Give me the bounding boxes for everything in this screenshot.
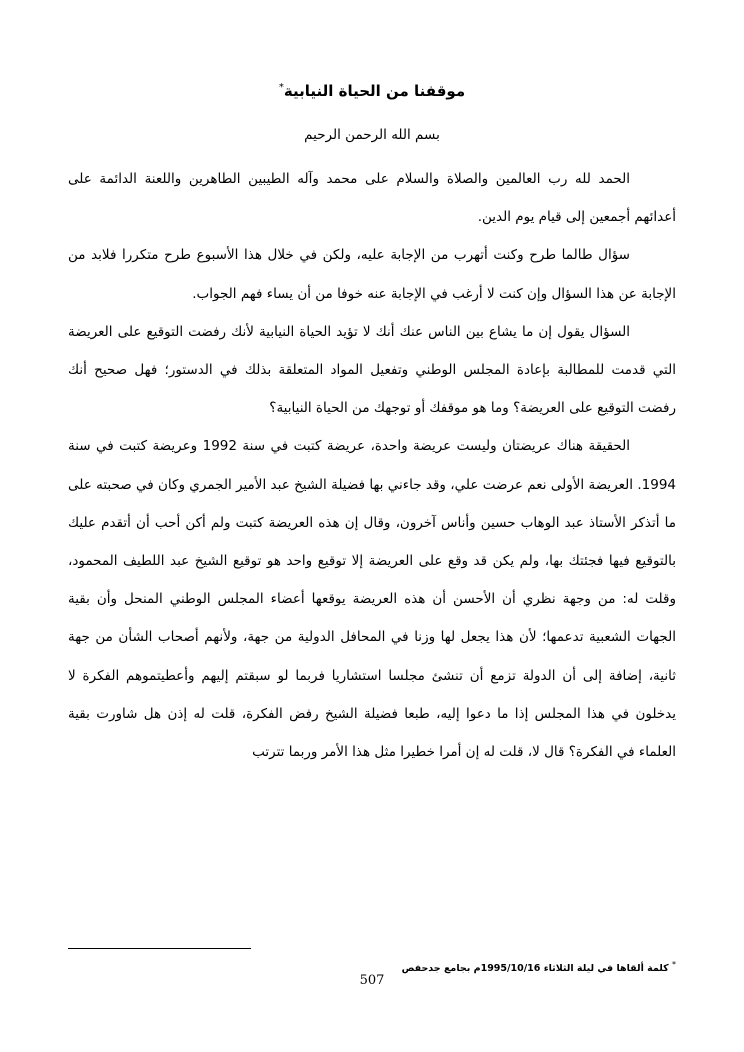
footnote-marker: * (672, 960, 676, 969)
paragraph: سؤال طالما طرح وكنت أتهرب من الإجابة عليه، ولكن في خلال هذا الأسبوع طرح متكررا فلابد من الإجابة عن هذا السؤال وإن كنت لا أرغب في الإجابة عنه خوفا من أن يساء فهم الجواب. (68, 247, 676, 302)
paragraph: الحمد لله رب العالمين والصلاة والسلام على محمد وآله الطيبين الطاهرين واللعنة الدائمة على أعدائهم أجمعين إلى قيام يوم الدين. (68, 171, 676, 226)
bismillah-line: بسم الله الرحمن الرحيم (304, 127, 440, 143)
paragraph: السؤال يقول إن ما يشاع بين الناس عنك أنك لا تؤيد الحياة النيابية لأنك رفضت التوقيع على العريضة التي قدمت للمطالبة بإعادة المجلس الوطني وتفعيل المواد المتعلقة بذلك في الدستور؛ فهل صحيح أنك رفضت التوقيع على العريضة؟ وما هو موقفك أو توجهك من الحياة النيابية؟ (68, 323, 676, 417)
title-text: موقفنا من الحياة النيابية (283, 82, 466, 100)
title-footnote-marker: * (278, 82, 284, 93)
footnote-separator (68, 948, 251, 949)
paragraph: الحقيقة هناك عريضتان وليست عريضة واحدة، عريضة كتبت في سنة 1992 وعريضة كتبت في سنة 1994. العريضة الأولى نعم عرضت علي، وقد جاءني بها فضيلة الشيخ عبد الأمير الجمري وكان في صحبته على ما أتذكر الأستاذ عبد الوهاب حسين وأناس آخرون، وقال إن هذه العريضة كتبت ولم أكن أحب أن أتقدم عليك بالتوقيع فيها فجئتك بها، ولم يكن قد وقع على العريضة إلا توقيع واحد هو توقيع الشيخ عبد اللطيف المحمود، وقلت له: من وجهة نظري أن الأحسن أن هذه العريضة يوقعها أعضاء المجلس الوطني المنحل وأن بقية الجهات الشعبية تدعمها؛ لأن هذا يجعل لها وزنا في المحافل الدولية من جهة، ولأنهم أصحاب الشأن من جهة ثانية، إضافة إلى أن الدولة تزمع أن تنشئ مجلسا استشاريا فربما لو سبقتم إليهم وأعطيتموهم الفكرة لا يدخلون في هذا المجلس إذا ما دعوا إليه، طبعا فضيلة الشيخ رفض الفكرة، قلت له إذن هل شاورت بقية العلماء في الفكرة؟ قال لا، قلت له إن أمرا خطيرا مثل هذا الأمر وربما تترتب (68, 438, 676, 761)
page-number: 507 (359, 973, 385, 988)
page-title (0, 74, 744, 105)
body-text (68, 160, 676, 771)
footnote-text: كلمة ألقاها في ليلة الثلاثاء 1995/10/16م بجامع جدحفص (401, 963, 669, 975)
